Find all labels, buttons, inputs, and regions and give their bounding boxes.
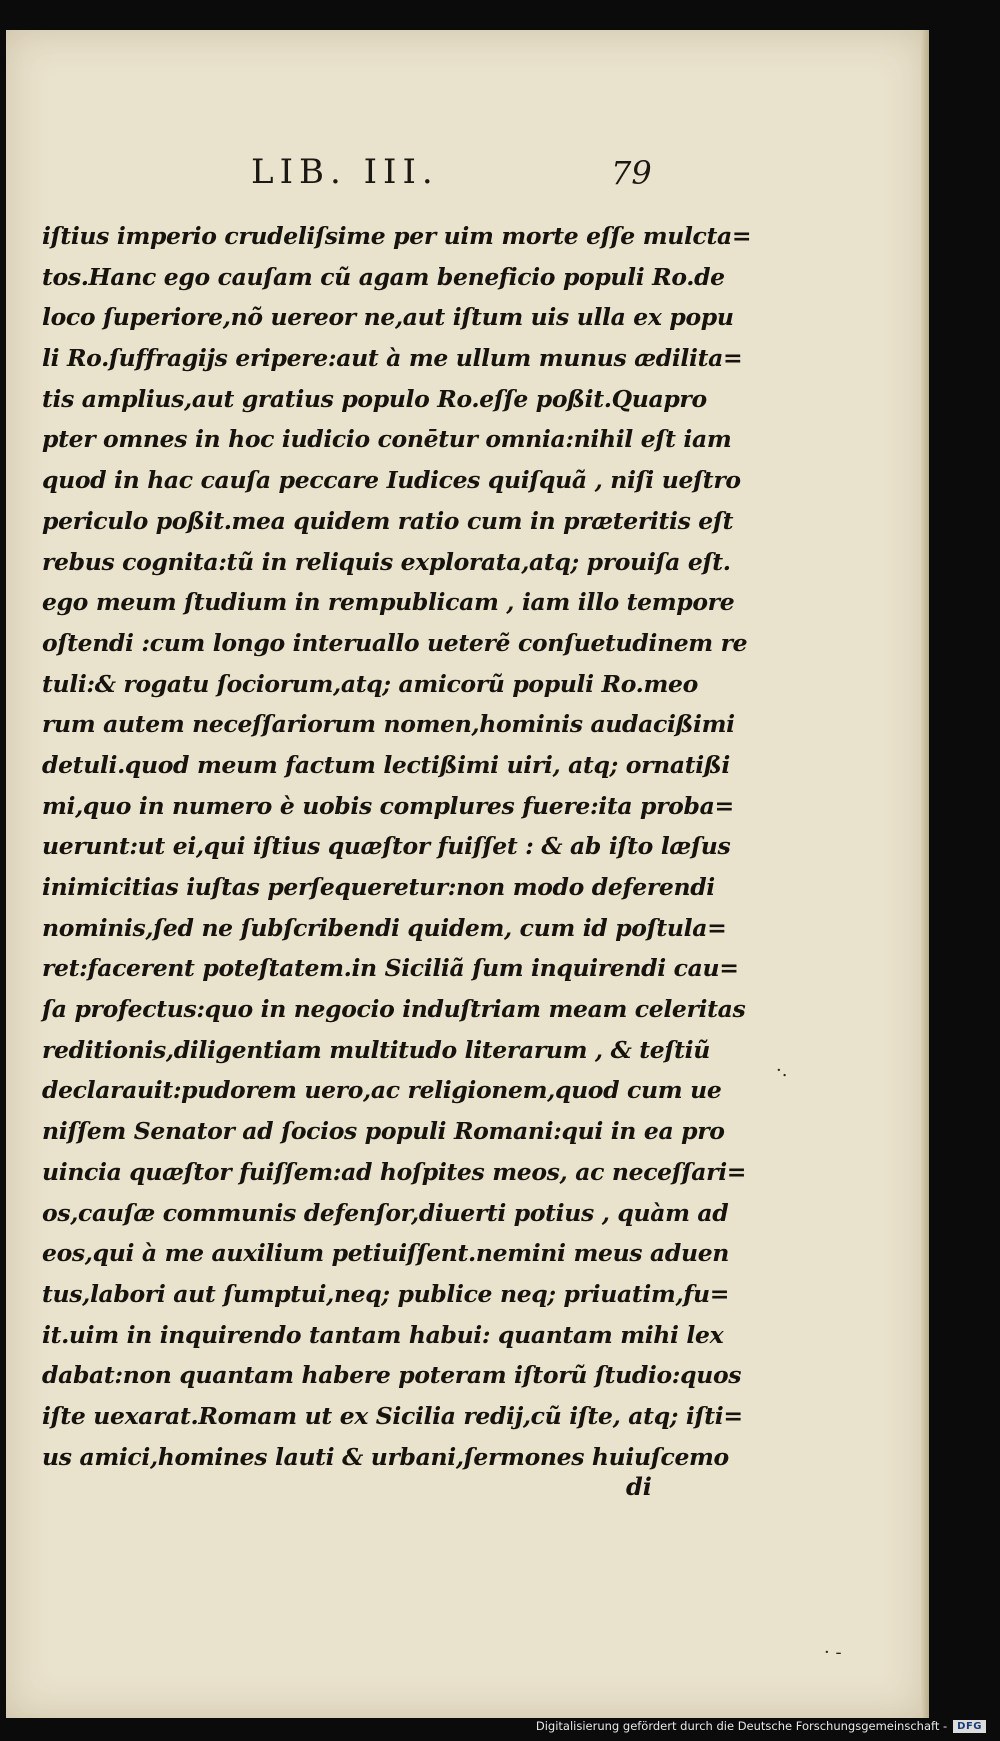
text-line: iſte uexarat.Romam ut ex Sicilia redij,cũ iſte, atq; iſti= [42,1401,743,1430]
text-line: iſtius imperio crudeliſsime per uim morte eſſe mulcta= [42,222,752,250]
text-line: it.uim in inquirendo tantam habui: quantam mihi lex [42,1320,724,1349]
text-line: uincia quæſtor fuiſſem:ad hoſpites meos, ac neceſſari= [42,1157,747,1186]
running-head [6,152,926,202]
digitization-footer [536,1715,986,1737]
book-number: LIB. III. [251,152,439,192]
text-line: rum autem neceſſariorum nomen,hominis audacißimi [42,710,735,739]
page-number: 79 [611,154,652,192]
text-line: tis amplius,aut gratius populo Ro.eſſe poßit.Quapro [42,384,707,413]
text-line: detuli.quod meum factum lectißimi uiri, atq; ornatißi [42,750,730,779]
text-line: niſſem Senator ad ſocios populi Romani:qui in ea pro [42,1117,725,1146]
body-text [42,216,752,1477]
catchword: di [626,1472,652,1501]
ink-speck: ·. [776,1060,788,1081]
text-line: inimicitias iuſtas perſequeretur:non modo deferendi [42,873,715,901]
text-line: tus,labori aut ſumptui,neq; publice neq; priuatim,fu= [42,1279,730,1308]
text-line: nominis,ſed ne ſubſcribendi quidem, cum id poſtula= [42,913,727,942]
text-line: rebus cognita:tũ in reliquis explorata,atq; prouiſa eſt. [42,547,731,576]
text-line: uerunt:ut ei,qui iſtius quæſtor fuiſſet : & ab iſto læſus [42,832,731,861]
text-line: reditionis,diligentiam multitudo literarum , & teſtiũ [42,1035,710,1064]
text-line: oſtendi :cum longo interuallo ueterẽ conſuetudinem re [42,628,748,657]
text-line: periculo poßit.mea quidem ratio cum in præteritis eſt [42,506,734,535]
text-line: os,cauſæ communis defenſor,diuerti potius , quàm ad [42,1198,729,1227]
book-page [6,30,926,1718]
text-line: ret:facerent poteſtatem.in Siciliã ſum inquirendi cau= [42,954,739,983]
page-edge [921,30,929,1718]
text-line: quod in hac cauſa peccare Iudices quiſquã , niſi ueſtro [42,466,741,495]
ink-speck: · - [824,1642,842,1663]
text-line: tuli:& rogatu ſociorum,atq; amicorũ populi Ro.meo [42,669,698,698]
dfg-logo: DFG [953,1720,986,1733]
text-line: us amici,homines lauti & urbani,ſermones huiuſcemo [42,1442,729,1471]
footer-credit: Digitalisierung gefördert durch die Deutsche Forschungsgemeinschaft - [535,1719,948,1733]
text-line: pter omnes in hoc iudicio conētur omnia:nihil eſt iam [42,425,732,454]
text-line: ego meum ſtudium in rempublicam , iam illo tempore [42,588,735,617]
text-line: mi,quo in numero è uobis complures fuere:ita proba= [42,791,734,820]
text-line: ſa profectus:quo in negocio induſtriam meam celeritas [42,995,746,1024]
text-line: eos,qui à me auxilium petiuiſſent.nemini meus aduen [42,1239,730,1268]
text-line: tos.Hanc ego cauſam cũ agam beneficio populi Ro.de [42,262,725,291]
text-line: dabat:non quantam habere poteram iſtorũ ſtudio:quos [42,1361,742,1390]
text-line: li Ro.ſuffragijs eripere:aut à me ullum munus ædilita= [42,344,743,373]
text-line: declarauit:pudorem uero,ac religionem,quod cum ue [42,1076,722,1105]
text-line: loco ſuperiore,nõ uereor ne,aut iſtum uis ulla ex popu [42,303,734,332]
